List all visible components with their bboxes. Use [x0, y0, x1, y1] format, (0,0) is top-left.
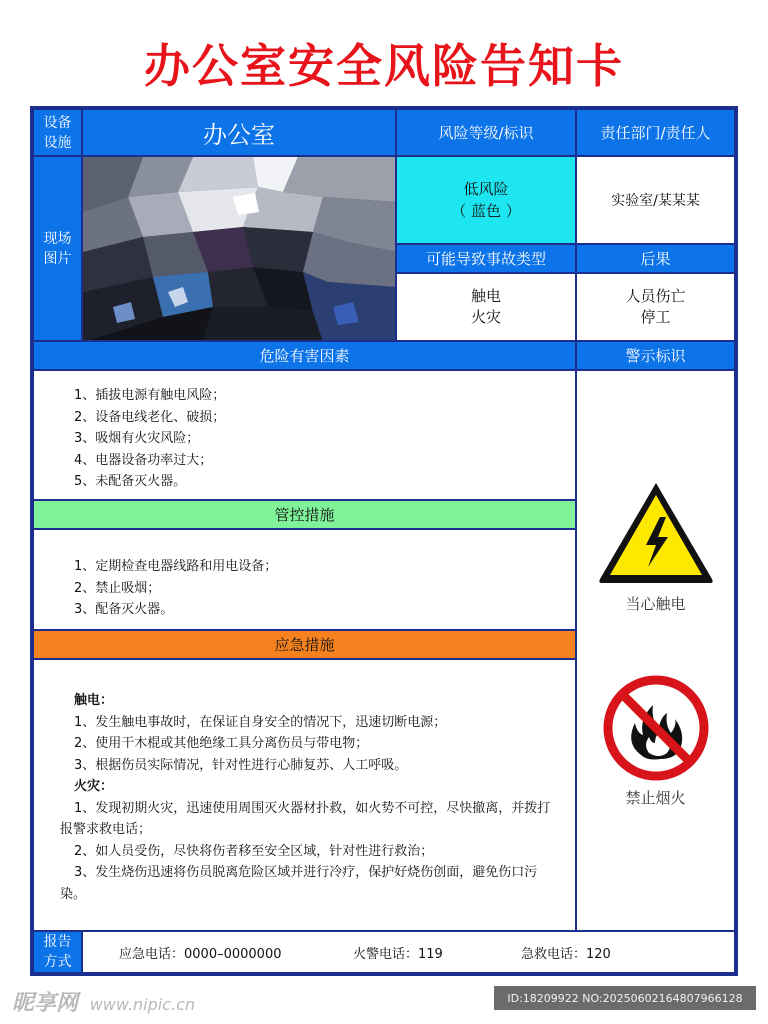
electric-item: 3、根据伤员实际情况，针对性进行心肺复苏、人工呼吸。 — [74, 757, 408, 773]
hazard-item: 5、未配备灭火器。 — [74, 474, 187, 489]
photo-label: 现场 图片 — [33, 156, 82, 341]
risk-level-color: （ 蓝色 ） — [451, 202, 521, 220]
mosaic-photo-image — [83, 157, 396, 341]
control-list — [33, 529, 576, 630]
warning-header: 警示标识 — [576, 341, 735, 370]
responsibility-header: 责任部门/责任人 — [576, 109, 735, 156]
risk-level-cell — [396, 156, 576, 244]
consequence-item: 停工 — [640, 308, 671, 326]
responsibility-value: 实验室/某某某 — [576, 156, 735, 244]
emergency-phone: 应急电话：0000–0000000 — [119, 946, 282, 962]
sign-electric-label: 当心触电 — [625, 595, 686, 613]
report-contacts — [82, 931, 735, 973]
fire-phone: 火警电话：119 — [353, 946, 443, 962]
sign-fire-label: 禁止烟火 — [625, 789, 686, 807]
equipment-value: 办公室 — [82, 109, 396, 156]
watermark-site-url: www.nipic.cn — [89, 995, 196, 1014]
accident-type-header: 可能导致事故类型 — [396, 244, 576, 273]
consequence-header: 后果 — [576, 244, 735, 273]
fire-item: 3、发生烧伤迅速将伤员脱离危险区域并进行冷疗，保护好烧伤创面，避免伤口污染。 — [60, 865, 538, 902]
control-header: 管控措施 — [33, 500, 576, 529]
risk-card — [30, 106, 738, 976]
emergency-header: 应急措施 — [33, 630, 576, 659]
watermark-site-name: 昵享网 — [12, 991, 79, 1016]
hazard-item: 4、电器设备功率过大； — [74, 452, 213, 468]
accident-type-item: 触电 — [470, 287, 501, 305]
control-item: 2、禁止吸烟； — [74, 580, 161, 596]
watermark-site — [12, 986, 195, 1017]
warning-signs — [576, 370, 735, 931]
risk-level-header: 风险等级/标识 — [396, 109, 576, 156]
risk-level-value: 低风险 — [463, 180, 509, 198]
hazard-item: 3、吸烟有火灾风险； — [74, 431, 200, 446]
control-item: 3、配备灭火器。 — [74, 602, 174, 617]
report-label: 报告 方式 — [33, 931, 82, 973]
electric-title: 触电： — [74, 693, 114, 708]
hazards-list — [33, 370, 576, 500]
consequences — [576, 273, 735, 341]
watermark-id: ID:18209922 NO:20250602164807966128 — [494, 986, 756, 1010]
accident-types — [396, 273, 576, 341]
page-title: 办公室安全风险告知卡 — [144, 39, 624, 93]
no-fire-icon — [601, 673, 711, 783]
electric-item: 1、发生触电事故时，在保证自身安全的情况下，迅速切断电源； — [74, 714, 447, 730]
accident-type-item: 火灾 — [470, 308, 501, 326]
electric-hazard-icon — [594, 477, 718, 587]
hazard-item: 1、插拔电源有触电风险； — [74, 388, 226, 403]
fire-item: 1、发现初期火灾，迅速使用周围灭火器材扑救，如火势不可控，尽快撤离，并拨打报警求救电话； — [60, 800, 551, 837]
site-photo — [82, 156, 396, 341]
ambulance-phone: 急救电话：120 — [521, 946, 611, 962]
hazard-item: 2、设备电线老化、破损； — [74, 409, 226, 425]
consequence-item: 人员伤亡 — [625, 287, 686, 305]
emergency-list — [33, 659, 576, 931]
hazards-header: 危险有害因素 — [33, 341, 576, 370]
equipment-label: 设备 设施 — [33, 109, 82, 156]
electric-item: 2、使用干木棍或其他绝缘工具分离伤员与带电物； — [74, 736, 369, 751]
control-item: 1、定期检查电器线路和用电设备； — [74, 559, 278, 574]
fire-item: 2、如人员受伤，尽快将伤者移至安全区域，针对性进行救治； — [74, 843, 434, 859]
fire-title: 火灾： — [74, 779, 114, 794]
